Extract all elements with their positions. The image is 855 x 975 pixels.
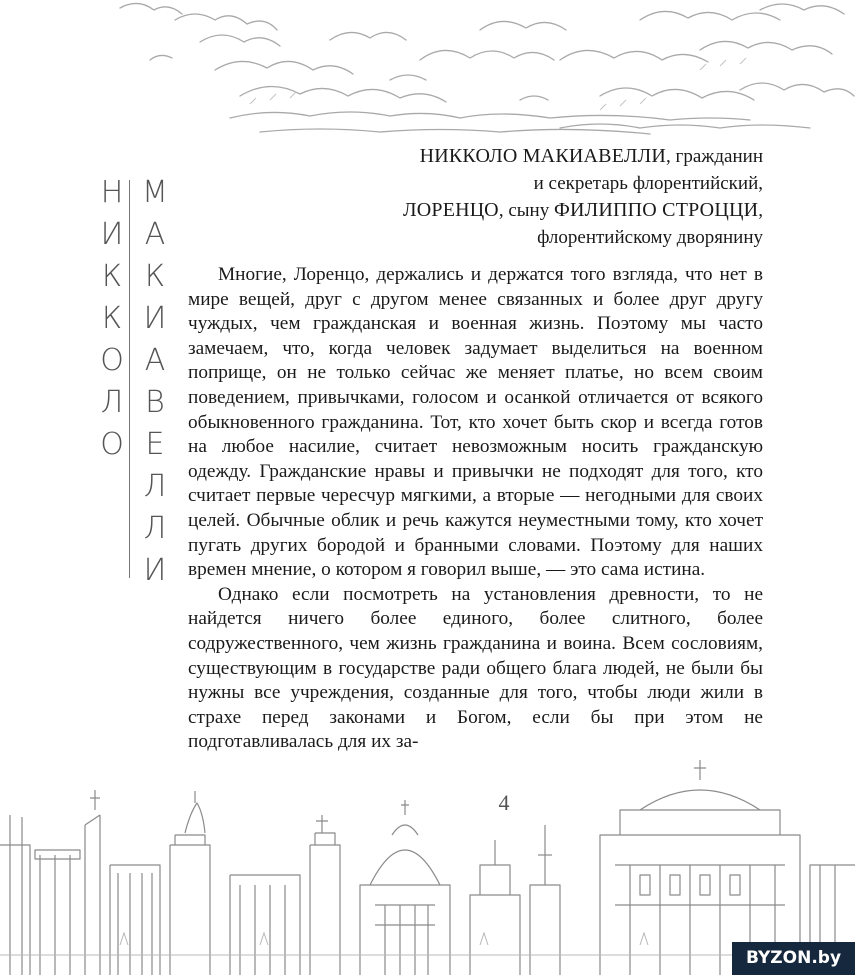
paragraph: Однако если посмотреть на установления древности, то не найдется ничего более единого, более слитного, более содружественного, чем жизнь гражданина и воина. Всем сословиям, существующим в государстве ради общего блага людей, не были бы нужны все учреждения, созданные для того, чтобы люди жили в страхе перед законами и Богом, если бы при этом не подготавливалась для их за- — [188, 583, 763, 753]
letter: А — [144, 343, 166, 378]
letter: А — [144, 217, 166, 252]
letter: Л — [143, 511, 167, 546]
dedication-line: и секретарь флорентийский, — [533, 173, 763, 194]
page-number: 4 — [489, 790, 519, 816]
city-skyline-illustration — [0, 755, 855, 975]
paragraph: Многие, Лоренцо, держались и держатся того взгляда, что нет в мире вещей, друг с другом менее связанных и более друг другу чуждых, чем гражданская и военная жизнь. Поэтому мы часто замечаем, что, когда человек задумает выделиться на военном поприще, он не только сейчас же меняет платье, но всем своим поведением, привычками, голосом и осанкой отличается от всякого обыкновенного гражданина. Тот, кто хочет быть скор и всегда готов на любое насилие, считает невозможным носить гражданскую одежду. Гражданские нравы и привычки не подходят для того, кто считает первые чересчур мягкими, а вторые — негодными для своих целей. Обычные облик и речь кажутся неуместными тому, кто хочет пугать других бородой и бранными словами. Поэтому для наших времен мнение, о котором я говорил выше, — это сама истина. — [188, 264, 763, 581]
dedication-line — [343, 197, 763, 224]
dedication-line: флорентийскому дворянину — [537, 227, 763, 248]
dedication-text: , сыну — [498, 200, 554, 221]
recipient-name-caps: ЛОРЕНЦО — [403, 199, 499, 221]
letter: И — [143, 301, 167, 336]
watermark: BYZON.by — [732, 942, 855, 975]
letter: Н — [100, 175, 124, 210]
author-name-caps: НИККОЛО МАКИАВЕЛЛИ — [419, 145, 667, 167]
father-name-caps: ФИЛИППО СТРОЦЦИ — [553, 199, 759, 221]
letter: Е — [145, 427, 165, 462]
letter: О — [100, 343, 124, 378]
letter: И — [100, 217, 124, 252]
vertical-author-last-name — [140, 172, 170, 592]
letter: М — [142, 175, 168, 210]
letter: К — [101, 301, 123, 336]
dedication-text: , — [758, 200, 763, 221]
letter: И — [143, 553, 167, 588]
letter: Л — [143, 469, 167, 504]
letter: В — [145, 385, 165, 420]
dedication — [343, 143, 763, 251]
letter: К — [101, 259, 123, 294]
letter: О — [100, 427, 124, 462]
vertical-divider — [129, 180, 130, 578]
body-text — [188, 263, 763, 755]
letter: К — [144, 259, 166, 294]
clouds-illustration — [0, 0, 855, 150]
dedication-text: , гражданин — [666, 146, 763, 167]
letter: Л — [100, 385, 124, 420]
vertical-author-first-name — [97, 172, 127, 466]
dedication-line — [343, 143, 763, 170]
